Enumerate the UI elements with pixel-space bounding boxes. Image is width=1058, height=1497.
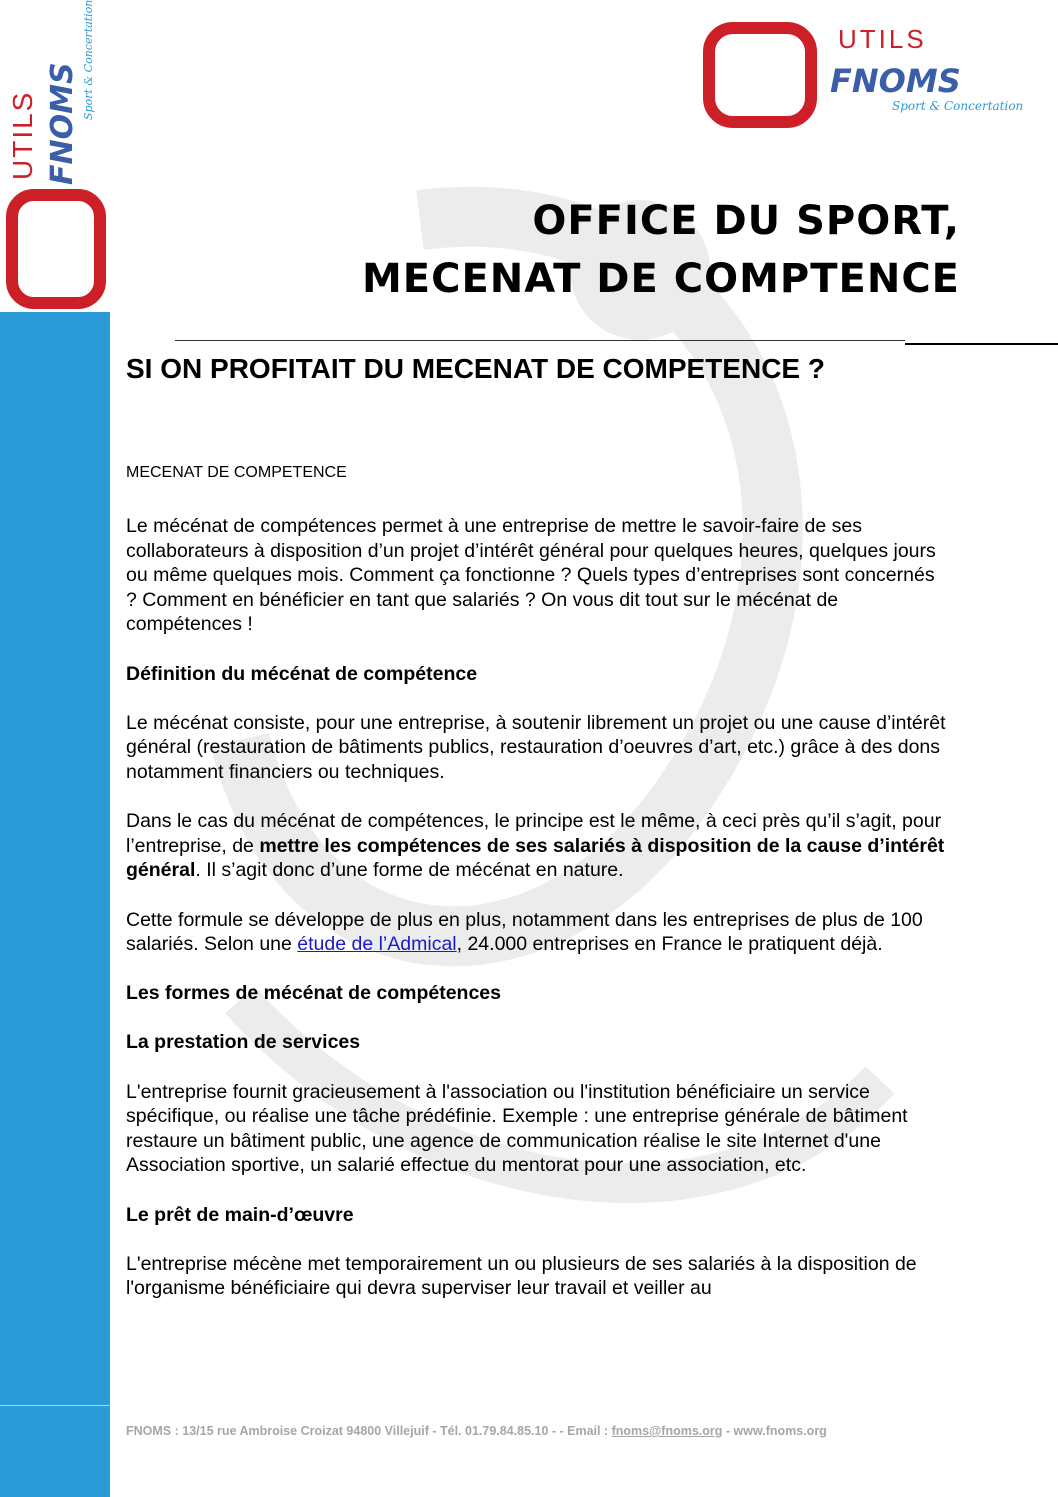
side-logo-utils: UTILS	[7, 90, 38, 180]
pret-paragraph: L'entreprise mécène met temporairement un ou plusieurs de ses salariés à la disposition de l'organisme bénéficiaire qui devra superviser leur travail et veiller au	[126, 1252, 917, 1300]
top-logo-tagline: Sport & Concertation	[892, 99, 1024, 113]
case-paragraph	[126, 809, 946, 883]
formula-text-start: Cette formule se développe de plus en plus, notamment dans les entreprises de plus de 100 salariés. Selon une	[126, 908, 923, 956]
heading-prestation: La prestation de services	[126, 1031, 361, 1054]
side-logo-tagline: Sport & Concertation	[82, 0, 95, 120]
footer-website: - www.fnoms.org	[722, 1424, 827, 1438]
heading-definition: Définition du mécénat de compétence	[126, 662, 478, 685]
case-text-bold: mettre les compétences de ses salariés à disposition de la cause d’intérêt général	[126, 834, 945, 882]
top-logo-utils: UTILS	[838, 24, 927, 54]
footer-email-link[interactable]: fnoms@fnoms.org	[611, 1424, 723, 1438]
definition-paragraph: Le mécénat consiste, pour une entreprise, à soutenir librement un projet ou une cause d’intérêt général (restauration de bâtiments publics, restauration d’oeuvres d’art, etc.) grâce à des dons notamment financiers ou techniques.	[126, 711, 946, 783]
side-logo	[0, 0, 110, 312]
article-body	[126, 514, 946, 1326]
formula-text-end: , 24.000 entreprises en France le pratiquent déjà.	[456, 933, 883, 956]
side-logo-fnoms: FNOMS	[45, 62, 80, 185]
heading-forms: Les formes de mécénat de compétences	[126, 982, 501, 1005]
title-line-1: OFFICE DU SPORT,	[532, 198, 960, 244]
footer-address: FNOMS : 13/15 rue Ambroise Croizat 94800 Villejuif - Tél. 01.79.84.85.10 - - Email :	[126, 1424, 612, 1438]
intro-paragraph: Le mécénat de compétences permet à une entreprise de mettre le savoir-faire de ses collaborateurs à disposition d’un projet d’intérêt général pour quelques heures, quelques jours ou même quelques mois. Comment ça fonctionne ? Quels types d’entreprises sont concernés ? Comment en bénéficier en tant que salariés ? On vous dit tout sur le mécénat de compétences !	[126, 515, 936, 636]
case-text-end: . Il s’agit donc d’une forme de mécénat en nature.	[195, 859, 624, 882]
heading-pret: Le prêt de main-d’œuvre	[126, 1203, 354, 1226]
title-rule	[175, 340, 905, 341]
sidebar-divider	[0, 1405, 110, 1406]
page-footer	[126, 1424, 827, 1438]
formula-paragraph	[126, 908, 946, 957]
admical-study-link[interactable]: étude de l’Admical	[297, 933, 457, 956]
case-text-start: Dans le cas du mécénat de compétences, le principe est le même, à ceci près qu’il s’agit, pour l’entreprise, de	[126, 810, 942, 857]
top-logo-fnoms: FNOMS	[830, 62, 961, 100]
section-kicker: MECENAT DE COMPETENCE	[126, 464, 347, 481]
subtitle: SI ON PROFITAIT DU MECENAT DE COMPETENCE ?	[126, 353, 825, 384]
title-line-2: MECENAT DE COMPTENCE	[361, 256, 960, 302]
side-logo-o-ring	[12, 195, 100, 303]
page-title	[362, 192, 960, 308]
prestation-paragraph: L'entreprise fournit gracieusement à l'association ou l'institution bénéficiaire un service spécifique, ou réalise une tâche prédéfinie. Exemple : une entreprise générale de bâtiment restaure un bâtiment public, une agence de communication réalise le site Internet d'une Association sportive, un salarié effectue du mentorat pour une association, etc.	[126, 1080, 908, 1177]
title-rule-right	[905, 343, 1058, 345]
sidebar-blue-band	[0, 312, 110, 1497]
